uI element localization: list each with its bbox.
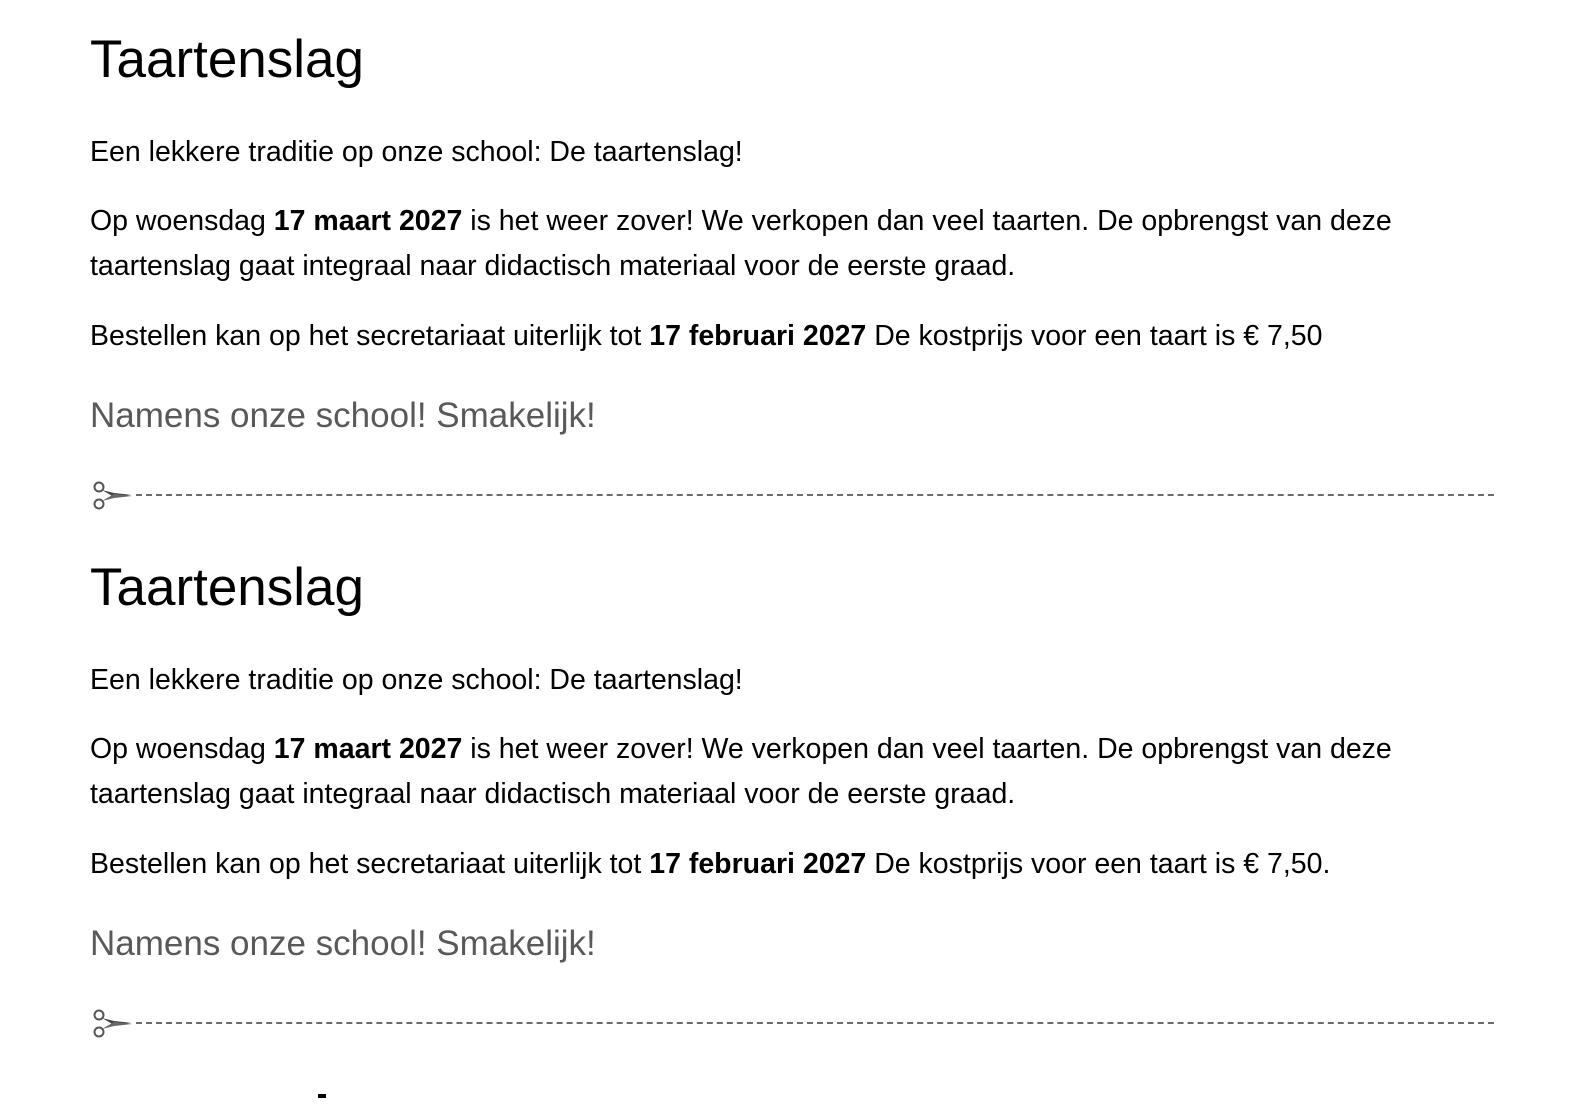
next-flyer-title-fragment <box>318 1094 326 1098</box>
flyer <box>90 0 1500 528</box>
scissors-icon <box>90 478 134 512</box>
signoff: Namens onze school! Smakelijk! <box>90 924 596 963</box>
date-suffix: is het weer zover! We verkopen dan veel taarten. De opbrengst van deze taartenslag gaat integraal naar didactisch materiaal voor de eerste graad. <box>90 733 1392 810</box>
flyer-title: Taartenslag <box>90 558 365 617</box>
order-suffix: De kostprijs voor een taart is € 7,50. <box>866 848 1331 880</box>
date-suffix: is het weer zover! We verkopen dan veel taarten. De opbrengst van deze taartenslag gaat integraal naar didactisch materiaal voor de eerste graad. <box>90 205 1392 282</box>
cut-line <box>90 1006 1495 1040</box>
cut-line <box>90 478 1495 512</box>
dashed-cut-line <box>136 1022 1494 1024</box>
date-paragraph <box>90 199 1490 289</box>
order-deadline: 17 februari 2027 <box>649 320 867 352</box>
date-paragraph <box>90 727 1490 817</box>
dashed-cut-line <box>136 494 1494 496</box>
order-deadline: 17 februari 2027 <box>649 848 867 880</box>
event-date: 17 maart 2027 <box>273 733 463 765</box>
event-date: 17 maart 2027 <box>273 205 463 237</box>
flyer-title: Taartenslag <box>90 30 365 89</box>
date-prefix: Op woensdag <box>90 205 274 237</box>
flyer <box>90 528 1500 1056</box>
signoff: Namens onze school! Smakelijk! <box>90 396 596 435</box>
intro-paragraph: Een lekkere traditie op onze school: De taartenslag! <box>90 664 743 696</box>
order-paragraph <box>90 314 1490 359</box>
date-prefix: Op woensdag <box>90 733 274 765</box>
intro-paragraph: Een lekkere traditie op onze school: De taartenslag! <box>90 136 743 168</box>
scissors-icon <box>90 1006 134 1040</box>
order-prefix: Bestellen kan op het secretariaat uiterlijk tot <box>90 320 650 352</box>
order-prefix: Bestellen kan op het secretariaat uiterlijk tot <box>90 848 650 880</box>
order-paragraph <box>90 842 1490 887</box>
order-suffix: De kostprijs voor een taart is € 7,50 <box>866 320 1323 352</box>
